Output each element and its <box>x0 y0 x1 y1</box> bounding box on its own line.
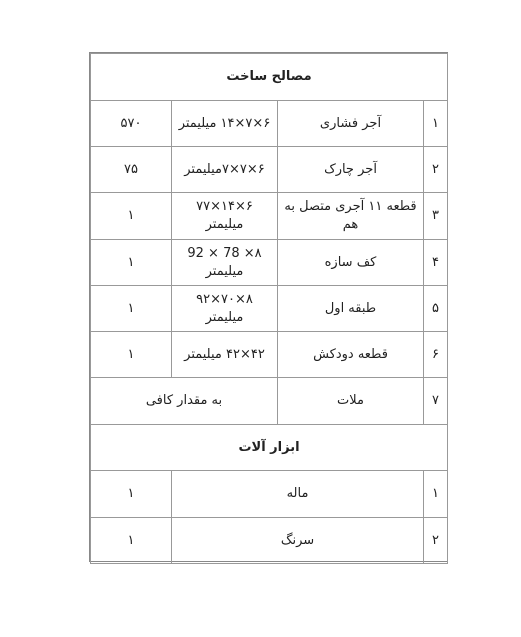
item-name: قطعه ۱۱ آجری متصل به هم <box>278 193 424 240</box>
table-row <box>91 471 448 518</box>
table-row <box>91 101 448 147</box>
tool-name: سرنگ <box>172 518 424 564</box>
item-quantity: ۱ <box>91 193 172 240</box>
materials-title: مصالح ساخت <box>91 54 448 101</box>
row-index: ۱ <box>424 471 448 518</box>
table-row <box>91 240 448 286</box>
row-index: ۴ <box>424 240 448 286</box>
section-header-row <box>91 54 448 101</box>
tool-quantity: ۱ <box>91 471 172 518</box>
row-index: ۶ <box>424 332 448 378</box>
item-dimensions: ۶×۷×۱۴ میلیمتر <box>172 101 278 147</box>
table-row <box>91 193 448 240</box>
item-quantity: ۷۵ <box>91 147 172 193</box>
table-row <box>91 147 448 193</box>
materials-sheet <box>89 52 448 562</box>
item-name: طبقه اول <box>278 286 424 332</box>
row-index: ۷ <box>424 378 448 425</box>
table-row <box>91 332 448 378</box>
item-name: آجر فشاری <box>278 101 424 147</box>
row-index: ۲ <box>424 147 448 193</box>
row-index: ۳ <box>424 193 448 240</box>
row-index: ۵ <box>424 286 448 332</box>
item-dimensions: ۴۲×۴۲ میلیمتر <box>172 332 278 378</box>
section-header-row <box>91 425 448 471</box>
item-quantity: ۱ <box>91 240 172 286</box>
item-dimensions: ۶×۱۴×۷۷ میلیمتر <box>172 193 278 240</box>
item-quantity: ۱ <box>91 286 172 332</box>
item-quantity: ۱ <box>91 332 172 378</box>
table-row <box>91 518 448 564</box>
table-row <box>91 378 448 425</box>
item-dimensions: ۸×۷۰×۹۲ میلیمتر <box>172 286 278 332</box>
tools-title: ابزار آلات <box>91 425 448 471</box>
item-name: ملات <box>278 378 424 425</box>
item-dimensions: ۸× 78 × 92 میلیمتر <box>172 240 278 286</box>
item-dimensions: ۶×۷×۷میلیمتر <box>172 147 278 193</box>
item-name: آجر چارک <box>278 147 424 193</box>
tool-name: ماله <box>172 471 424 518</box>
item-quantity: ۵۷۰ <box>91 101 172 147</box>
row-index: ۲ <box>424 518 448 564</box>
item-amount: به مقدار کافی <box>91 378 278 425</box>
tool-quantity: ۱ <box>91 518 172 564</box>
table-row <box>91 286 448 332</box>
row-index: ۱ <box>424 101 448 147</box>
item-name: قطعه دودکش <box>278 332 424 378</box>
materials-table <box>90 53 448 564</box>
item-name: کف سازه <box>278 240 424 286</box>
